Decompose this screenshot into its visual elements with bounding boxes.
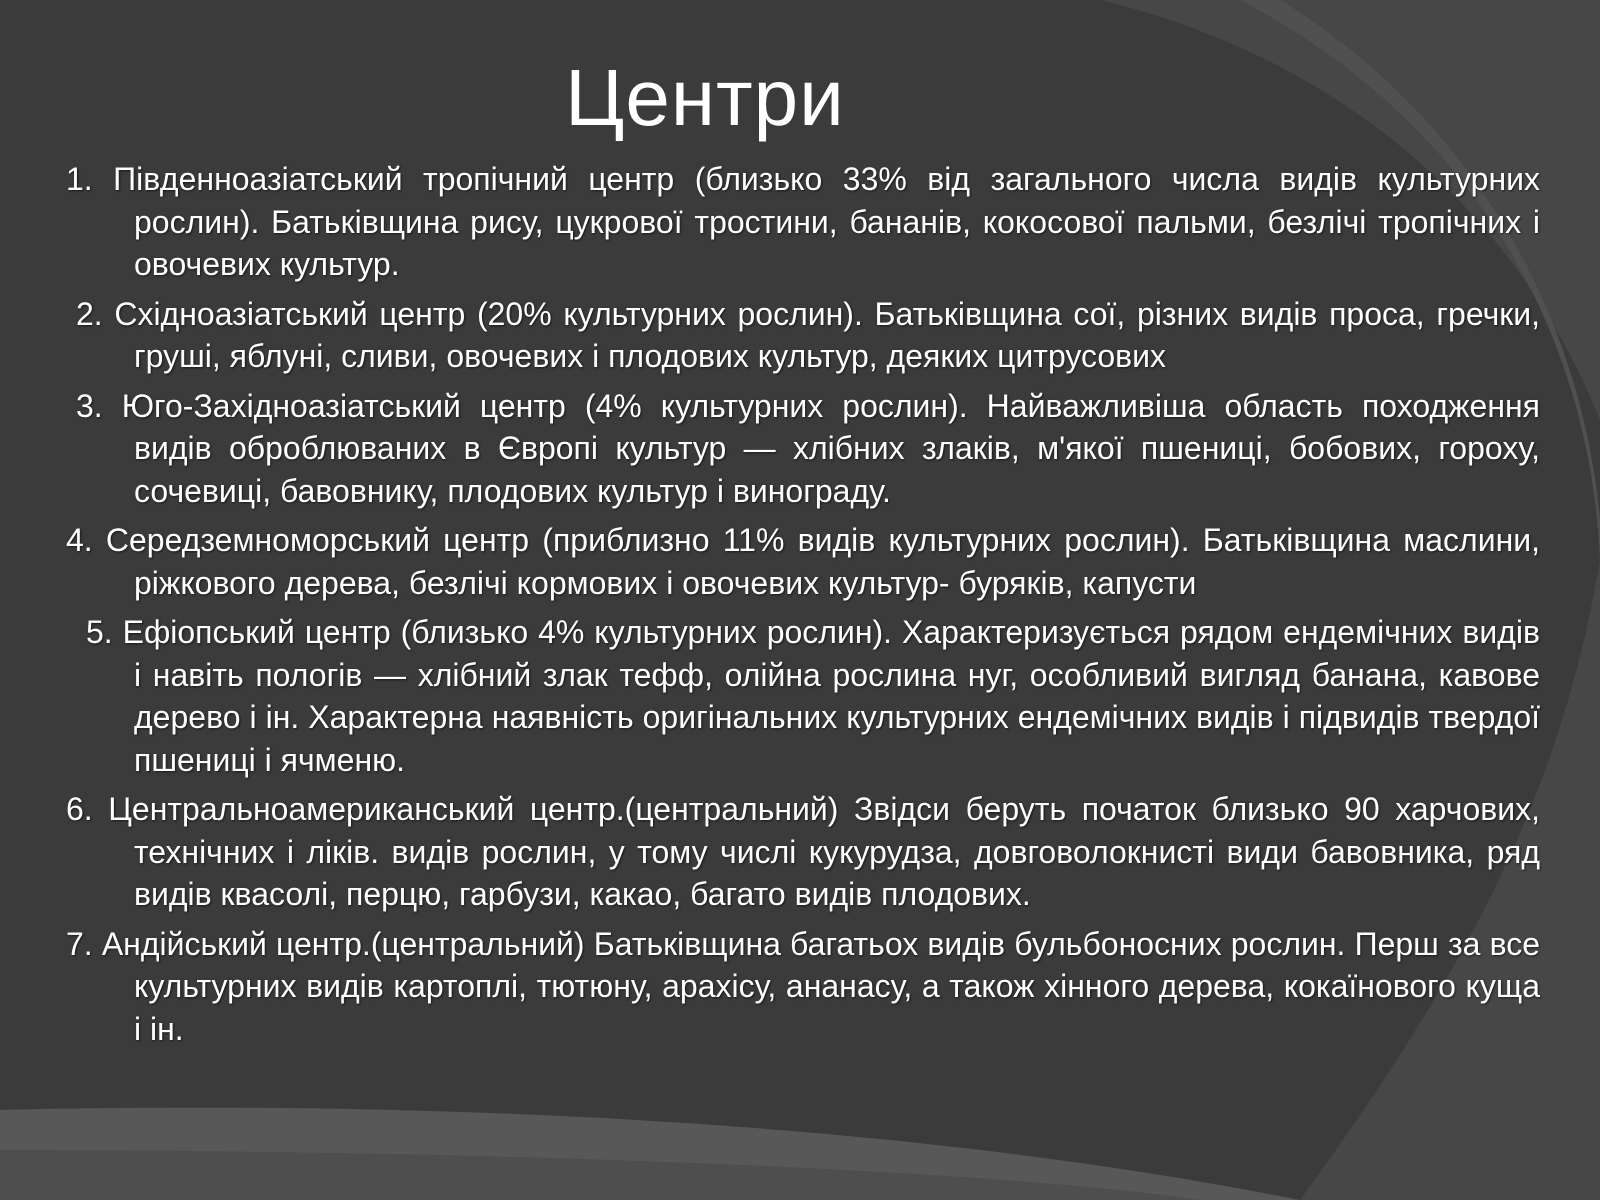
list-item: 1. Південноазіатський тропічний центр (близько 33% від загального числа видів культурних рослин). Батьківщина рису, цукрової тростини, бананів, кокосової пальми, безлічі тропічних і овочевих культур. bbox=[66, 161, 1540, 282]
list-item: 7. Андійський центр.(центральний) Батьківщина багатьох видів бульбоносних рослин. Перш за все культурних видів картоплі, тютюну, арахісу, ананасу, а також хінного дерева, кокаїнового куща і ін. bbox=[66, 925, 1540, 1047]
centers-list bbox=[66, 158, 1540, 1057]
slide-title: Центри bbox=[565, 53, 845, 142]
list-item: 5. Ефіопський центр (близько 4% культурних рослин). Характеризується рядом ендемічних видів і навіть пологів — хлібний злак тефф, олійна рослина нуг, особливий вигляд банана, кавове дерево і ін. Характерна наявність оригінальних культурних ендемічних видів і підвидів твердої пшениці і ячменю. bbox=[86, 614, 1540, 778]
list-item: 3. Юго-Західноазіатський центр (4% культурних рослин). Найважливіша область походження видів оброблюваних в Європі культур — хлібних злаків, м'якої пшениці, бобових, гороху, сочевиці, бавовнику, плодових культур і винограду. bbox=[76, 387, 1540, 509]
list-item: 6. Центральноамериканський центр.(центральний) Звідси беруть початок близько 90 харчових, технічних і ліків. видів рослин, у тому числі кукурудза, довговолокнисті види бавовника, ряд видів квасолі, перцю, гарбузи, какао, багато видів плодових. bbox=[66, 791, 1540, 912]
list-item: 2. Східноазіатський центр (20% культурних рослин). Батьківщина сої, різних видів проса, гречки, груші, яблуні, сливи, овочевих і плодових культур, деяких цитрусових bbox=[76, 295, 1540, 374]
list-item: 4. Середземноморський центр (приблизно 11% видів культурних рослин). Батьківщина маслини, ріжкового дерева, безлічі кормових і овочевих культур- буряків, капусти bbox=[66, 522, 1540, 601]
